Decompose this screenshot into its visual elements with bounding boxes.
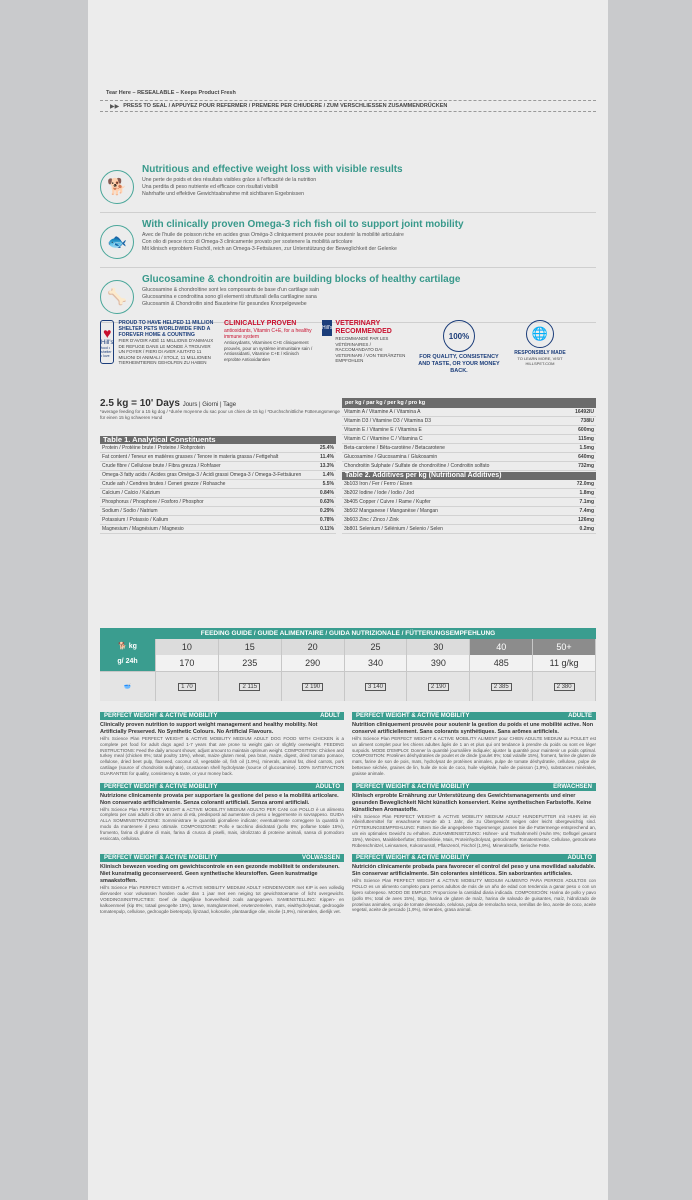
table-row [100, 498, 336, 507]
responsibly-made-badge: 🌐 RESPONSIBLY MADE TO LEARN MORE, VISIT HILLSPET.COM [510, 320, 570, 366]
dog-icon: 🐕 [100, 170, 134, 204]
language-block [352, 854, 596, 914]
row-value: 600mg [578, 427, 594, 433]
row-name: Vitamin A / Vitamine A / Vitamina A [344, 409, 421, 415]
language-subtitle: Clinically proven nutrition to support weight management and healthy mobility. Not Artificially Preserved. No Synthetic Colours. No Artificial Flavours. [100, 722, 318, 735]
language-subtitle: Nutrition cliniquement prouvée pour soutenir la gestion du poids et une mobilité active. Non conservé artificiellement. Sans colorants synthétiques. Sans arômes artificiels. [352, 722, 594, 735]
press-to-seal-strip[interactable] [100, 100, 596, 112]
vitamins-additives-table [342, 398, 596, 534]
table-row [342, 507, 596, 516]
table-row [100, 453, 336, 462]
row-name: 3b801 Selenium / Sélénium / Selenio / Selen [344, 526, 443, 532]
table-row [342, 435, 596, 444]
table-row [100, 444, 336, 453]
benefit-title: With clinically proven Omega-3 rich fish oil to support joint mobility [142, 219, 464, 230]
package-back [88, 0, 608, 1200]
row-name: Magnesium / Magnésium / Magnesio [102, 526, 184, 532]
language-header [100, 712, 344, 720]
row-value: 25.4% [319, 445, 334, 451]
cup-amount: 2 115 [239, 683, 260, 691]
product-line: PERFECT WEIGHT & ACTIVE MOBILITY [356, 713, 470, 719]
row-value: 13.3% [319, 463, 334, 469]
table-row [100, 525, 336, 534]
language-block [352, 783, 596, 849]
language-header [352, 854, 596, 862]
row-value: 738IU [580, 418, 594, 424]
feeding-cup-cell [156, 672, 219, 701]
benefit-omega3 [100, 213, 596, 268]
row-value: 640mg [578, 454, 594, 460]
benefit-title: Glucosamine & chondroitin are building blocks of healthy cartilage [142, 274, 461, 285]
row-name: Sodium / Sodio / Natrium [102, 508, 158, 514]
tear-here-label: Tear Here – RESEALABLE – Keeps Product Fresh [106, 90, 236, 96]
hills-logo: ♥ Hill's food • shelter • love [100, 320, 114, 364]
table-row [342, 525, 596, 534]
cup-amount: 2 190 [302, 683, 323, 691]
language-block [100, 854, 344, 914]
row-value: 16492IU [575, 409, 594, 415]
language-body: Hill's Science Plan PERFECT WEIGHT & ACTIVE MOBILITY ALIMENT pour CHIEN ADULTE MEDIUM au POULET est un aliment complet pour les chiens adultes âgés de 1 an et plus qui ont tendance à prendre du poids ou sont en léger surpoids. MODE D'EMPLOI: Donner la quantité journalière indiquée; ajuster la quantité pour maintenir un poids optimal. COMPOSITION: Protéines déshydratées de poulet et de dinde (poulet 8%; total volaille 15%), froment, farine de gluten de maïs, farine de son de pois, maïs, hydrolysat de protéines animales, pulpe de tomate déshydratée, cellulose, pulpe de betterave séchée, graines de lin, huile de noix de coco, huile végétale, huile de poisson (1,9%), substances minérales, graisse animale. [352, 736, 596, 776]
language-blocks [100, 712, 596, 914]
feeding-amount-cell: 170 [156, 655, 219, 671]
feeding-cup-cell [407, 672, 470, 701]
language-header [100, 783, 344, 791]
satisfaction-badge: 100% FOR QUALITY, CONSISTENCY AND TASTE, OR YOUR MONEY BACK. [414, 320, 504, 375]
row-name: Beta-carotene / Bêta-carotène / Betacarotene [344, 445, 445, 451]
life-stage: ADULTO [567, 855, 592, 862]
life-stage: ERWACHSEN [553, 783, 592, 790]
language-subtitle: Klinisch erprobte Ernährung zur Unterstützung des Gewichtsmanagements und einer gesunden Beweglichkeit Nicht künstlich konserviert. Keine synthetischen Farbstoffe. Keine künstlichen Aromastoffe. [352, 792, 592, 813]
press-to-seal-text: PRESS TO SEAL / APPUYEZ POUR REFERMER / PREMERE PER CHIUDERE / ZUM VERSCHLIESSEN ZUSAMMENDRÜCKEN [123, 103, 448, 109]
table-row [342, 480, 596, 489]
row-name: Calcium / Calcio / Kalzium [102, 490, 161, 496]
shelter-tag: food • shelter • love [101, 346, 112, 358]
table-row [342, 426, 596, 435]
row-value: 0.11% [320, 526, 334, 532]
row-value: 115mg [578, 436, 594, 442]
language-block [100, 712, 344, 777]
table-row [100, 462, 336, 471]
row-name: Fat content / Teneur en matières grasses / Tenore in materia grassa / Fettgehalt [102, 454, 279, 460]
clinically-proven-badge: CLINICALLY PROVEN antioxidants, Vitamin C+E, for a healthy immune system Antioxydants, Vitamines C+E cliniquement prouvés, pour un système immunitaire sain / Antiossidanti, Vitamine C+E / Klinisch erprobte Antioxidantien [224, 320, 313, 362]
life-stage: ADULTE [568, 713, 592, 719]
benefit-line: Nahrhafte und effektive Gewichtsabnahme mit sichtbaren Ergebnissen [142, 191, 304, 197]
row-name: Glucosamine / Glucosamina / Glukosamin [344, 454, 438, 460]
row-value: 0.78% [319, 517, 334, 523]
row-value: 1.5mg [579, 445, 594, 451]
feeding-weight-cell: 15 [219, 639, 282, 655]
feeding-weight-cell: 50+ [533, 639, 596, 655]
table-title: Table 1. Analytical Constituents [100, 436, 336, 444]
table-row [342, 498, 596, 507]
feeding-guide-title: FEEDING GUIDE / GUIDE ALIMENTAIRE / GUIDA NUTRIZIONALE / FÜTTERUNGSEMPFEHLUNG [100, 628, 596, 639]
row-value: 732mg [578, 463, 594, 469]
language-body: Hill's Science Plan PERFECT WEIGHT & ACTIVE MOBILITY MEDIUM ADULTO PER CANI con POLLO è un alimento completo per cani adulti di oltre un anno di età, predisposti ad aumentare di peso o leggermente in sovrappeso. GUIDA ALLA SOMMINISTRAZIONE: Somministrare le quantità giornaliere indicate; eventualmente correggere la quantità in modo da mantenere il peso ottimale. COMPOSIZIONE: Pollo e tacchino disidratati (pollo 8%; pollame totale 15%), frumento, farina di glutine di mais, farina di crusca di piselli, mais, idrolizzato di proteine animali, sansa di pomodoro essiccata, cellulosa. [100, 806, 344, 841]
row-value: 1.8mg [579, 490, 594, 496]
joint-icon: 🦴 [100, 280, 134, 314]
cup-amount: 1 70 [178, 683, 196, 691]
row-value: 126mg [578, 517, 594, 523]
language-subtitle: Nutrizione clinicamente provata per supportare la gestione del peso e la mobilità articolare. Non conservato artificialmente. Senza coloranti artificiali. Senza aromi artificiali. [100, 792, 339, 806]
table-row [100, 516, 336, 525]
row-name: 3b103 Iron / Fer / Ferro / Eisen [344, 481, 413, 487]
language-body: Hill's Science Plan PERFECT WEIGHT & ACTIVE MOBILITY MEDIUM ADULT HONDENVOER met KIP is een volledig diervoeder voor volwassen honden ouder dan 1 jaar met een neiging tot gewichtstoename of licht overgewicht. VOEDINGSINSTRUCTIES: Geef de dagelijkse hoeveelheid zoals aangegeven. SAMENSTELLING: Kippen- en kalkoenmeel (kip 8%; totaal gevogelte 15%), tarwe, maïsglutenmeel, erwtenzemelen, maïs, eiwithydrolysaat, gedroogde tomatenpulp, cellulose, gedroogde bietenpulp, lijnzaad, kokosolie, plantaardige olie, visolie (1,9%), mineralen, dierlijk vet. [100, 885, 344, 914]
language-header [352, 712, 596, 720]
table-row [342, 462, 596, 471]
feeding-guide [100, 628, 596, 701]
table-header: per kg / par kg / per kg / pro kg [342, 398, 596, 408]
fish-icon: 🐟 [100, 225, 134, 259]
feeding-cup-cell [470, 672, 533, 701]
shelter-text: FIER D'AVOIR AIDÉ 11 MILLIONS D'ANIMAUX DE REFUGE DANS LE MONDE À TROUVER UN FOYER / FIERI DI AVER AIUTATO 11 MILIONI DI ANIMALI / STOLZ, 11 MILLIONEN TIERHEIMTIEREN GEHOLFEN ZU HABEN [118, 338, 214, 365]
shelter-headline: PROUD TO HAVE HELPED 11 MILLION SHELTER PETS WORLDWIDE FIND A FOREVER HOME & COUNTING [118, 320, 214, 338]
product-line: PERFECT WEIGHT & ACTIVE MOBILITY [104, 855, 218, 862]
benefit-line: Glucosamina e condroitina sono gli elementi strutturali della cartilagine sana [142, 294, 317, 300]
row-name: Vitamin E / Vitamine E / Vitamina E [344, 427, 422, 433]
globe-icon: 🌐 [526, 320, 554, 348]
product-line: PERFECT WEIGHT & ACTIVE MOBILITY [104, 713, 218, 719]
benefit-line: Avec de l'huile de poisson riche en acides gras Oméga-3 cliniquement prouvée pour soutenir la mobilité articulaire [142, 232, 404, 238]
feeding-cup-cell [282, 672, 345, 701]
benefit-cartilage [100, 268, 596, 323]
analytical-constituents-table [100, 436, 336, 534]
table-row [342, 489, 596, 498]
heart-icon: ♥ [103, 325, 112, 341]
benefit-line: Une perte de poids et des résultats visibles grâce à l'efficacité de la nutrition [142, 177, 317, 183]
cup-amount: 2 385 [491, 683, 512, 691]
benefit-line: Una perdita di peso nutriente ed efficace con risultati visibili [142, 184, 279, 190]
language-header [100, 854, 344, 862]
product-line: PERFECT WEIGHT & ACTIVE MOBILITY [104, 783, 218, 790]
language-body: Hill's Science Plan PERFECT WEIGHT & ACTIVE MOBILITY MEDIUM ALIMENTO PARA PERROS ADULTOS con POLLO es un alimento completo para perros adultos de más de un año de edad con tendencia a ganar peso o con un ligero sobrepeso. MODO DE EMPLEO: Proporcione la cantidad diaria indicada. COMPOSICIÓN: Harina de pollo y pavo (pollo 8%; total de aves 15%), trigo, harina de gluten de maíz, harina de salvado de guisantes, maíz, hidrolizado de proteínas animales, orujo de tomate desecado, celulosa, pulpa de remolacha seca, semillas de lino, aceite de coco, aceite vegetal, aceite de pescado (1,9%), minerales, grasa animal. [352, 878, 596, 913]
feeding-amount-cell: 390 [407, 655, 470, 671]
days-langs: Jours | Giorni | Tage [182, 402, 237, 408]
life-stage: ADULT [320, 713, 340, 719]
row-name: 3b405 Copper / Cuivre / Rame / Kupfer [344, 499, 431, 505]
table-row [100, 507, 336, 516]
benefit-weight-loss [100, 158, 596, 213]
feeding-weight-cell: 20 [282, 639, 345, 655]
feeding-amounts-row [100, 655, 596, 671]
feeding-amount-cell: 340 [345, 655, 408, 671]
table-row [342, 453, 596, 462]
life-stage: ADULTO [315, 783, 340, 790]
row-name: Vitamin C / Vitamine C / Vitamina C [344, 436, 423, 442]
row-value: 0.63% [319, 499, 334, 505]
feeding-cup-cell [533, 672, 596, 701]
days-value: 2.5 kg = 10' Days [100, 398, 180, 409]
dog-weight-icon: 🐕 kg [100, 639, 156, 655]
row-value: 0.2mg [579, 526, 594, 532]
feeding-cup-cell [219, 672, 282, 701]
benefit-line: Con olio di pesce ricco di Omega-3 clinicamente provato per sostenere la mobilità articolare [142, 239, 353, 245]
feeding-weight-cell: 10 [156, 639, 219, 655]
table-row [342, 516, 596, 525]
feeding-weight-cell: 40 [470, 639, 533, 655]
feeding-cup-cell [345, 672, 408, 701]
cup-amount: 2 190 [428, 683, 449, 691]
bowl-icon: g/ 24h [100, 655, 156, 671]
benefit-line: Glucosamine & chondroïtine sont les composants de base d'un cartilage sain [142, 287, 319, 293]
cup-amount: 3 140 [365, 683, 386, 691]
row-name: Protein / Protéine brute / Proteine / Rohprotein [102, 445, 205, 451]
language-block [100, 783, 344, 849]
feeding-weight-cell: 25 [345, 639, 408, 655]
row-name: Chondroitin Sulphate / Sulfate de chondroïtine / Condroitin solfato [344, 463, 490, 469]
benefit-title: Nutritious and effective weight loss with visible results [142, 164, 403, 175]
hills-vet-logo: Hill's [322, 320, 332, 336]
arrow-right-icon: ▶▶ [110, 103, 120, 110]
row-name: Omega-3 fatty acids / Acides gras Oméga-3 / Acidi grassi Omega-3 / Omega-3-Fettsäuren [102, 472, 302, 478]
language-body: Hill's Science Plan PERFECT WEIGHT & ACTIVE MOBILITY MEDIUM ADULT DOG FOOD WITH CHICKEN is a complete pet food for adult dogs aged 1-7 years that are prone to weight gain or slightly overweight. FEEDING INSTRUCTIONS: Feed the daily amount shown; adjust amount to maintain optimum weight. COMPOSITION: Chicken and turkey meal (chicken 8%; total poultry 15%), wheat, maize gluten meal, pea bran, maize, digest, dried tomato pomace, cellulose, dried beet pulp, flaxseed, coconut oil, vegetable oil, fish oil (1.9%), minerals, animal fat, dried carrots, pork cartilage (source of chondroitin sulphate), crustacean shell hydrolysate (source of glucosamine). 100% SATISFACTION GUARANTEE for quality, consistency & taste, or your money back. [100, 736, 344, 776]
feeding-weights-row [100, 639, 596, 655]
language-block [352, 712, 596, 777]
cup-icon: 🥣 [100, 672, 156, 701]
benefit-line: Glucosamin & Chondroitin sind Bausteine für gesundes Knorpelgewebe [142, 301, 307, 307]
row-value: 5.5% [322, 481, 334, 487]
row-value: 7.4mg [579, 508, 594, 514]
feeding-amount-cell: 485 [470, 655, 533, 671]
days-note: *average feeding for a 15 kg dog / *durée moyenne du sac pour un chien de 15 kg / *Durchschnittliche Fütterungsmenge für einen 15 kg schweren Hund [100, 409, 340, 420]
product-line: PERFECT WEIGHT & ACTIVE MOBILITY [356, 855, 470, 862]
table-title: Table 2. Additives per kg (Nutritional Additives) [342, 472, 596, 480]
table-row [342, 444, 596, 453]
row-value: 11.4% [320, 454, 334, 460]
table-row [100, 480, 336, 489]
table-row [342, 417, 596, 426]
row-name: 3b502 Manganese / Manganèse / Mangan [344, 508, 438, 514]
row-value: 7.1mg [579, 499, 594, 505]
row-name: Potassium / Potassio / Kalium [102, 517, 169, 523]
row-name: Crude fibre / Cellulose brute / Fibra grezza / Rohfaser [102, 463, 221, 469]
row-value: 1.4% [322, 472, 334, 478]
table-row [342, 408, 596, 417]
language-body: Hill's Science Plan PERFECT WEIGHT & ACTIVE MOBILITY MEDIUM ADULT HUNDEFUTTER mit HUHN ist ein Alleinfuttermittel für erwachsene Hunde ab 1 Jahr, die zu Übergewicht neigen oder leicht übergewichtig sind. FÜTTERUNGSEMPFEHLUNG: Füttern Sie die angegebene Tagesmenge; passen Sie die Futtermenge entsprechend an, um ein optimales Gewicht zu erhalten. ZUSAMMENSETZUNG: Hühner- und Truthahnmehl (Huhn 8%; Geflügel gesamt 15%), Weizen, Maiskleberfutter, Erbsenkleie, Mais, Proteinhydrolysat, getrockneter Tomatentrester, Cellulose, getrocknete Rübenschnitzel, Leinsamen, Kokosnussöl, Pflanzenöl, Fischöl (1,9%), Mineralstoffe, tierische Fette. [352, 813, 596, 848]
language-subtitle: Klinisch bewezen voeding om gewichtscontrole en een gezonde mobiliteit te ondersteunen. Niet kunstmatig geconserveerd. Geen synthetische kleurstoffen. Geen kunstmatige smaakstoffen. [100, 864, 340, 885]
language-header [352, 783, 596, 791]
benefit-line: Mit klinisch erprobtem Fischöl, reich an Omega-3-Fettsäuren, zur Unterstützung der Beweglichkeit der Gelenke [142, 246, 397, 252]
row-value: 0.29% [319, 508, 334, 514]
benefits-list [100, 158, 596, 323]
row-name: Vitamin D3 / Vitamine D3 / Vitamina D3 [344, 418, 431, 424]
row-name: Phosphorus / Phosphore / Fosforo / Phosphor [102, 499, 204, 505]
feeding-amount-cell: 290 [282, 655, 345, 671]
language-subtitle: Nutrición clínicamente probada para favorecer el control del peso y una movilidad saludable. Sin conservar artificialmente. Sin colorantes sintéticos. Sin saborizantes artificiales. [352, 864, 596, 878]
days-portion [100, 398, 340, 421]
cup-amount: 2 380 [554, 683, 575, 691]
feeding-cups-row [100, 671, 596, 701]
guarantee-seal-icon: 100% [443, 320, 475, 352]
feeding-amount-cell: 235 [219, 655, 282, 671]
row-value: 72.0mg [576, 481, 594, 487]
row-name: 3b202 Iodine / Iode / Iodio / Jod [344, 490, 415, 496]
shelter-badge [100, 320, 218, 366]
row-value: 0.84% [319, 490, 334, 496]
badges-row [100, 320, 596, 390]
life-stage: VOLWASSEN [301, 855, 340, 862]
table-row [100, 489, 336, 498]
feeding-amount-cell: 11 g/kg [533, 655, 596, 671]
table-row [100, 471, 336, 480]
row-name: 3b603 Zinc / Zinco / Zink [344, 517, 399, 523]
feeding-weight-cell: 30 [407, 639, 470, 655]
row-name: Crude ash / Cendres brutes / Ceneri grezze / Rohasche [102, 481, 226, 487]
product-line: PERFECT WEIGHT & ACTIVE MOBILITY [356, 783, 470, 790]
vet-recommended-badge: Hill's VETERINARY RECOMMENDED RECOMMANDÉ PAR LES VÉTÉRINAIRES / RACCOMANDATO DAI VETERINARI / VON TIERÄRZTEN EMPFOHLEN [322, 320, 406, 363]
